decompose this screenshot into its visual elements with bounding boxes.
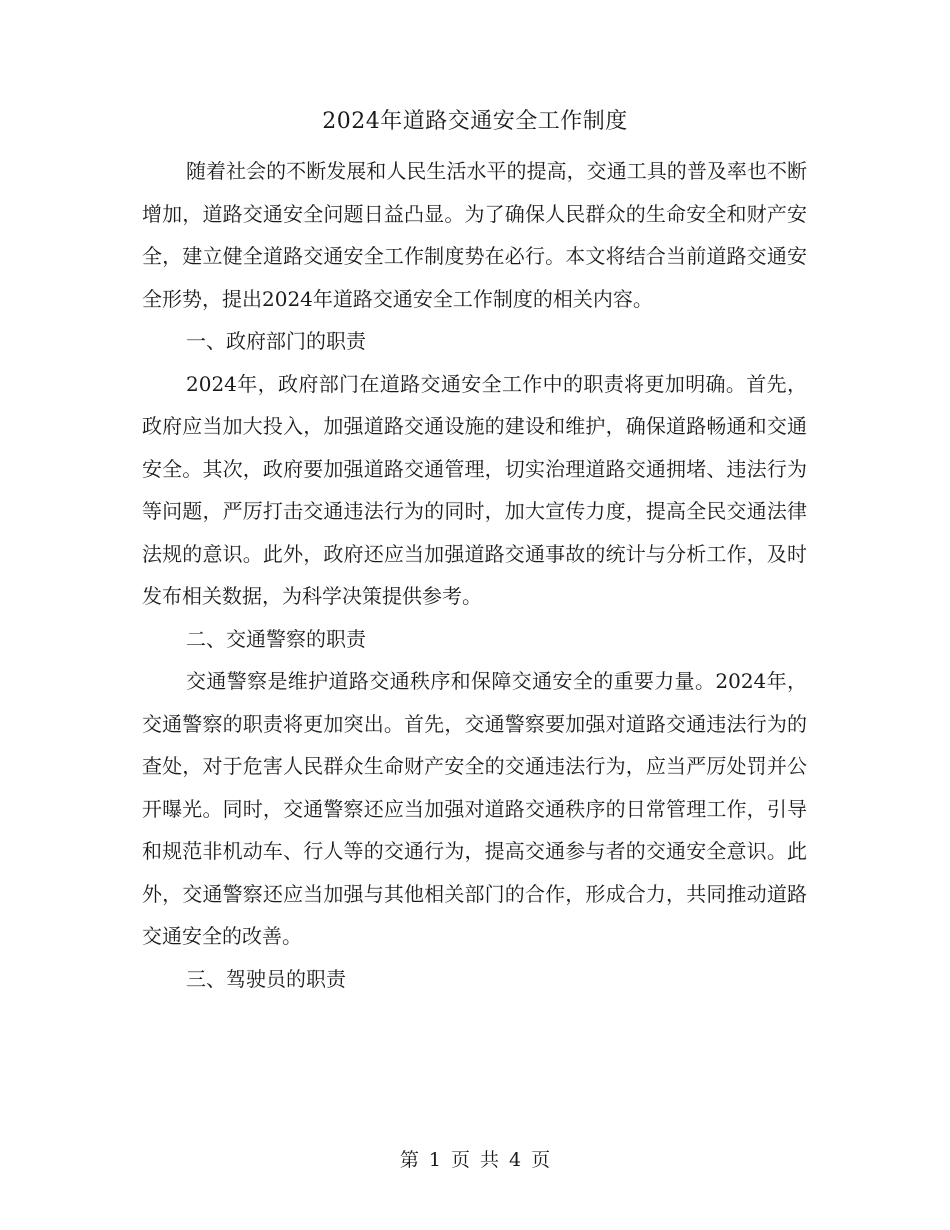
page-number-footer: 第 1 页 共 4 页 — [399, 1149, 551, 1171]
intro-paragraph: 随着社会的不断发展和人民生活水平的提高，交通工具的普及率也不断增加，道路交通安全问题日益凸显。为了确保人民群众的生命安全和财产安全，建立健全道路交通安全工作制度势在必行。本文将结合当前道路交通安全形势，提出2024年道路交通安全工作制度的相关内容。 — [142, 159, 807, 311]
section-heading-government: 一、政府部门的职责 — [186, 329, 366, 353]
section-body-government: 2024年，政府部门在道路交通安全工作中的职责将更加明确。首先，政府应当加大投入，加强道路交通设施的建设和维护，确保道路畅通和交通安全。其次，政府要加强道路交通管理，切实治理道路交通拥堵、违法行为等问题，严厉打击交通违法行为的同时，加大宣传力度，提高全民交通法律法规的意识。此外，政府还应当加强道路交通事故的统计与分析工作，及时发布相关数据，为科学决策提供参考。 — [142, 371, 807, 608]
document-title: 2024年道路交通安全工作制度 — [322, 109, 628, 134]
section-heading-traffic-police: 二、交通警察的职责 — [186, 626, 366, 651]
section-heading-drivers: 三、驾驶员的职责 — [186, 966, 346, 991]
document-body — [142, 150, 807, 1000]
section-body-traffic-police: 交通警察是维护道路交通秩序和保障交通安全的重要力量。2024年，交通警察的职责将更加突出。首先，交通警察要加强对道路交通违法行为的查处，对于危害人民群众生命财产安全的交通违法行为，应当严厉处罚并公开曝光。同时，交通警察还应当加强对道路交通秩序的日常管理工作，引导和规范非机动车、行人等的交通行为，提高交通参与者的交通安全意识。此外，交通警察还应当加强与其他相关部门的合作，形成合力，共同推动道路交通安全的改善。 — [142, 669, 807, 948]
